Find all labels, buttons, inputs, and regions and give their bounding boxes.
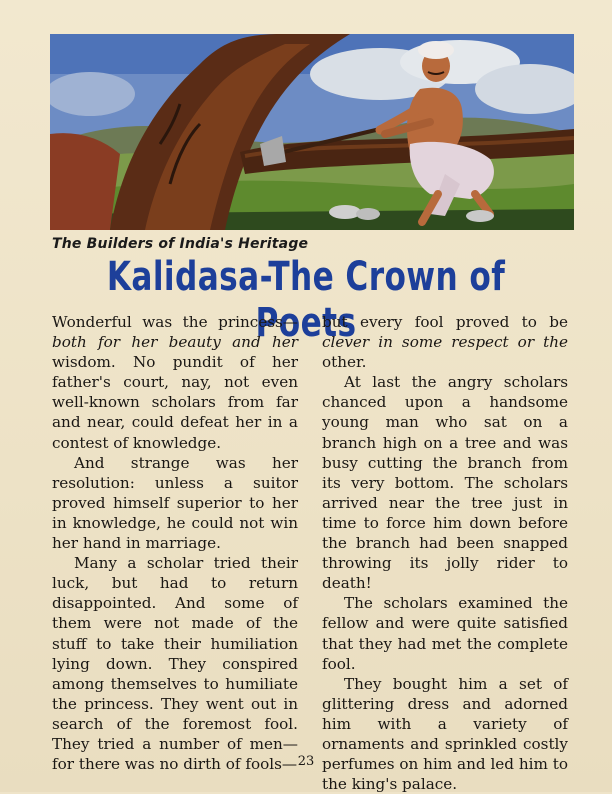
left-p1-end: wisdom. No pundit of her father's court, nay, not even well-known scholars from far and near, could defeat her in a contest of knowledge.: [52, 353, 298, 452]
right-column: [322, 312, 568, 794]
right-paragraph-1: [322, 312, 568, 372]
right-p1-end: other.: [322, 353, 367, 372]
series-caption: The Builders of India's Heritage: [52, 236, 309, 252]
right-p1-start: but every fool proved to be: [322, 313, 568, 331]
story-illustration: [50, 34, 574, 230]
page-number: 23: [297, 754, 315, 769]
right-paragraph-2: At last the angry scholars chanced upon a handsome young man who sat on a branch high on a tree and was busy cutting the branch from its very bottom. The scholars arrived near the tree just in time to force him down before the branch had been snapped throwing its jolly rider to death!: [322, 373, 568, 593]
left-p1-emphasis: both for her beauty and her: [52, 333, 298, 352]
right-paragraph-4: They bought him a set of glittering dress and adorned him with a variety of ornaments and sprinkled costly perfumes on him and led him to the king's palace.: [322, 674, 568, 794]
left-p1-start: Wonderful was the princess—: [52, 313, 298, 331]
right-paragraph-3: The scholars examined the fellow and were quite satisfied that they had met the complete fool.: [322, 594, 568, 673]
left-paragraph-3: Many a scholar tried their luck, but had to return disappointed. And some of them were not made of the stuff to take their humiliation lying down. They conspired among themselves to humiliate the princess. They went out in search of the foremost fool. They tried a number of men—for there was no dirth of fools—: [52, 554, 298, 774]
illustration-man-cutting-branch: [50, 34, 574, 230]
article-title: Kalidasa-The Crown of Poets: [106, 254, 506, 346]
left-column: [52, 312, 298, 774]
right-p1-emphasis: clever in some respect or the: [322, 333, 568, 352]
left-paragraph-2: And strange was her resolution: unless a suitor proved himself superior to her in knowledge, he could not win her hand in marriage.: [52, 453, 298, 553]
left-paragraph-1: [52, 312, 298, 453]
